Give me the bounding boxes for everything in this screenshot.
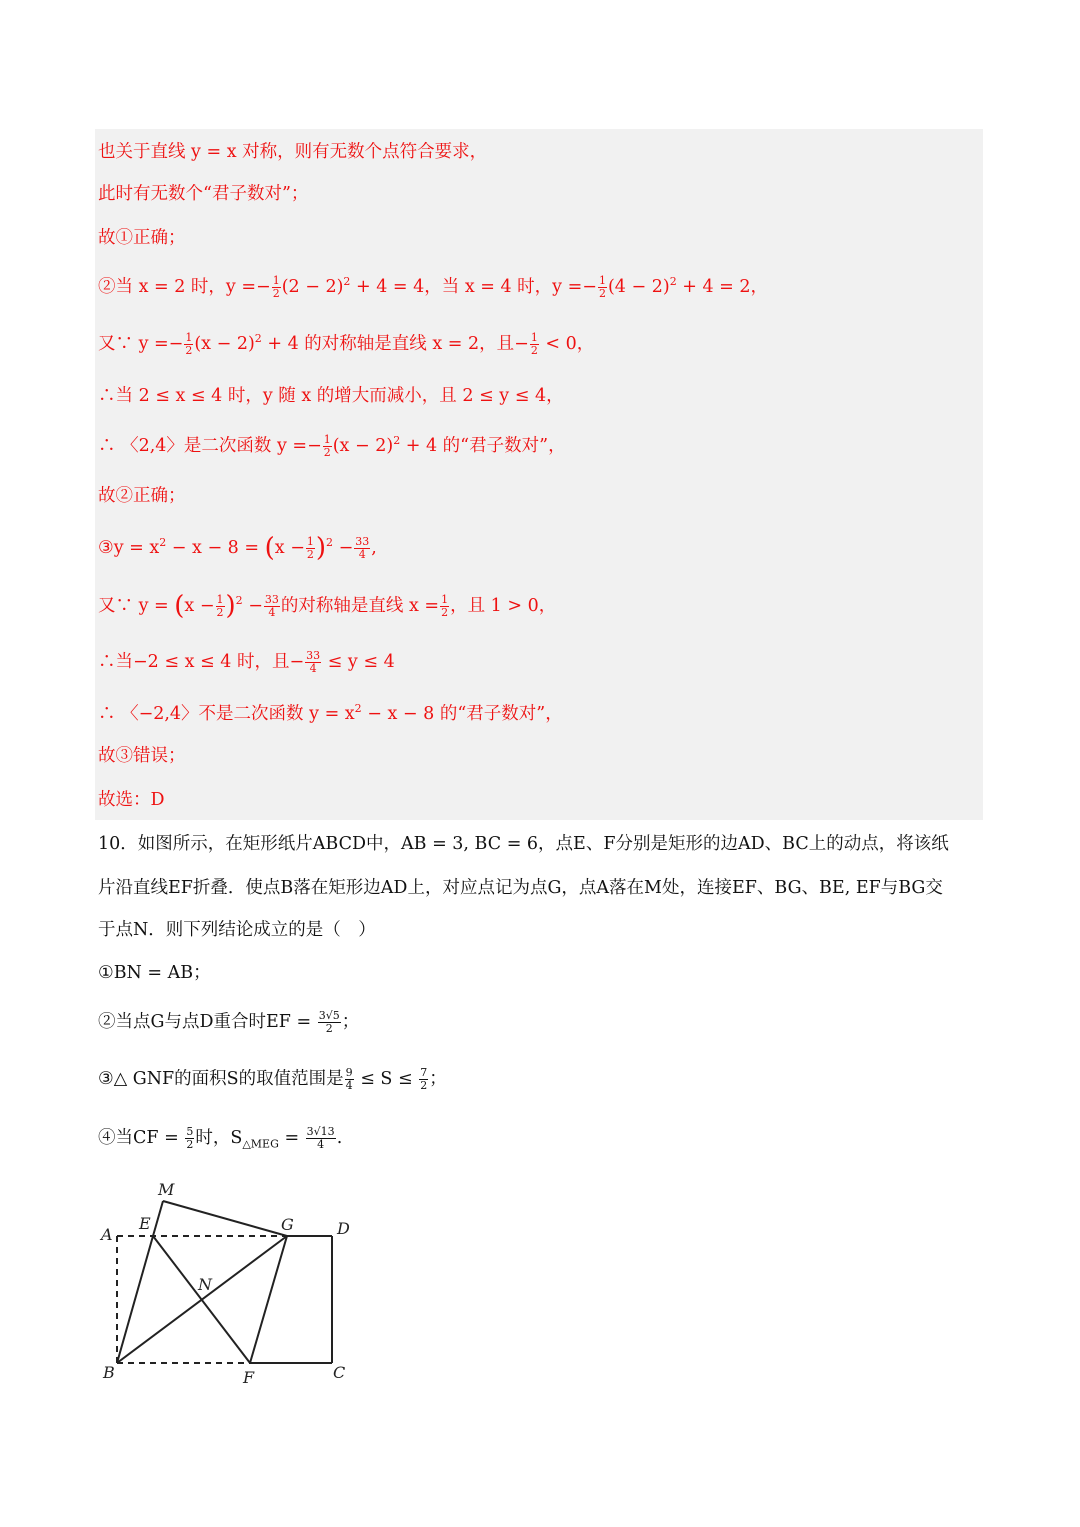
solution-line-12: ∴ 〈−2,4〉不是二次函数 $y = x^2 - x - 8$ 的“君子数对”， xyxy=(98,702,563,724)
solution-line-1: 也关于直线 y = x 对称，则有无数个点符合要求， xyxy=(98,142,488,162)
label-F: F xyxy=(243,1368,255,1387)
edge-GF xyxy=(250,1236,287,1363)
option-3: ③△ GNF的面积S的取值范围是 $\frac{9}{4}$ ≤ S ≤ $\frac{7}{2}$ ； xyxy=(98,1066,447,1092)
edge-BG xyxy=(117,1236,287,1363)
label-E: E xyxy=(139,1214,151,1233)
option-4: ④当CF = $\frac{5}{2}$ 时，$S_{\triangle MEG}$ = $\frac{3√13}{4}$ . xyxy=(98,1125,343,1151)
solution-line-2: 此时有无数个“君子数对”； xyxy=(98,184,309,204)
label-C: C xyxy=(333,1363,346,1382)
label-A: A xyxy=(101,1225,113,1244)
solution-block xyxy=(95,129,983,820)
solution-line-9: ③y = $x^2 - x - 8 = (x$ − $\frac{1}{2}$ )$^2$ − $\frac{33}{4}$ , xyxy=(98,533,377,563)
solution-line-13: 故③错误； xyxy=(98,746,186,766)
label-B: B xyxy=(103,1363,115,1382)
question-line-2: 片沿直线EF折叠．使点B落在矩形边AD上，对应点记为点G，点A落在M处，连接EF、BG、BE, EF与BG交 xyxy=(98,878,943,898)
solution-line-6: ∴当 2 ≤ x ≤ 4 时，y 随 x 的增大而减小，且 2 ≤ y ≤ 4， xyxy=(98,386,564,406)
question-line-3: 于点N．则下列结论成立的是（ ） xyxy=(98,920,376,940)
label-M: M xyxy=(158,1180,175,1199)
solution-line-4: ②当 x = 2 时，y =− $\frac{1}{2}$ $(2 - 2)^2 + 4 = 4$，当 x = 4 时，y =− $\frac{1}{2}$ $(4 - 2)^2 + 4 = 2$， xyxy=(98,274,769,300)
option-1: ①BN = AB； xyxy=(98,963,211,983)
edge-MG xyxy=(163,1201,287,1236)
solution-line-14: 故选：D xyxy=(98,790,165,810)
label-N: N xyxy=(198,1275,212,1294)
solution-line-5: 又∵ y =− $\frac{1}{2}$ $(x - 2)^2 + 4$ 的对称轴是直线 x = 2，且− $\frac{1}{2}$ < 0， xyxy=(98,331,595,357)
geometry-figure xyxy=(95,1170,365,1390)
figure-svg xyxy=(95,1170,365,1390)
question-line-1: 10．如图所示，在矩形纸片ABCD中，AB = 3, BC = 6，点E、F分别是矩形的边AD、BC上的动点，将该纸 xyxy=(98,834,949,854)
solution-line-3: 故①正确； xyxy=(98,228,186,248)
edge-EB xyxy=(117,1236,153,1363)
label-G: G xyxy=(281,1215,294,1234)
edge-ME xyxy=(153,1201,163,1236)
solution-line-7: ∴ 〈2,4〉是二次函数 y =− $\frac{1}{2}$ $(x - 2)^2 + 4$ 的“君子数对”， xyxy=(98,433,566,459)
option-2: ②当点G与点D重合时EF = $\frac{3√5}{2}$ ； xyxy=(98,1009,360,1035)
solution-line-11: ∴当−2 ≤ x ≤ 4 时，且− $\frac{33}{4}$ ≤ y ≤ 4 xyxy=(98,649,395,675)
label-D: D xyxy=(337,1219,350,1238)
solution-line-10: 又∵ y = (x − $\frac{1}{2}$ )$^2$ − $\frac{33}{4}$ 的对称轴是直线 x = $\frac{1}{2}$ ，且 1 > 0， xyxy=(98,591,557,621)
solution-line-8: 故②正确； xyxy=(98,486,186,506)
